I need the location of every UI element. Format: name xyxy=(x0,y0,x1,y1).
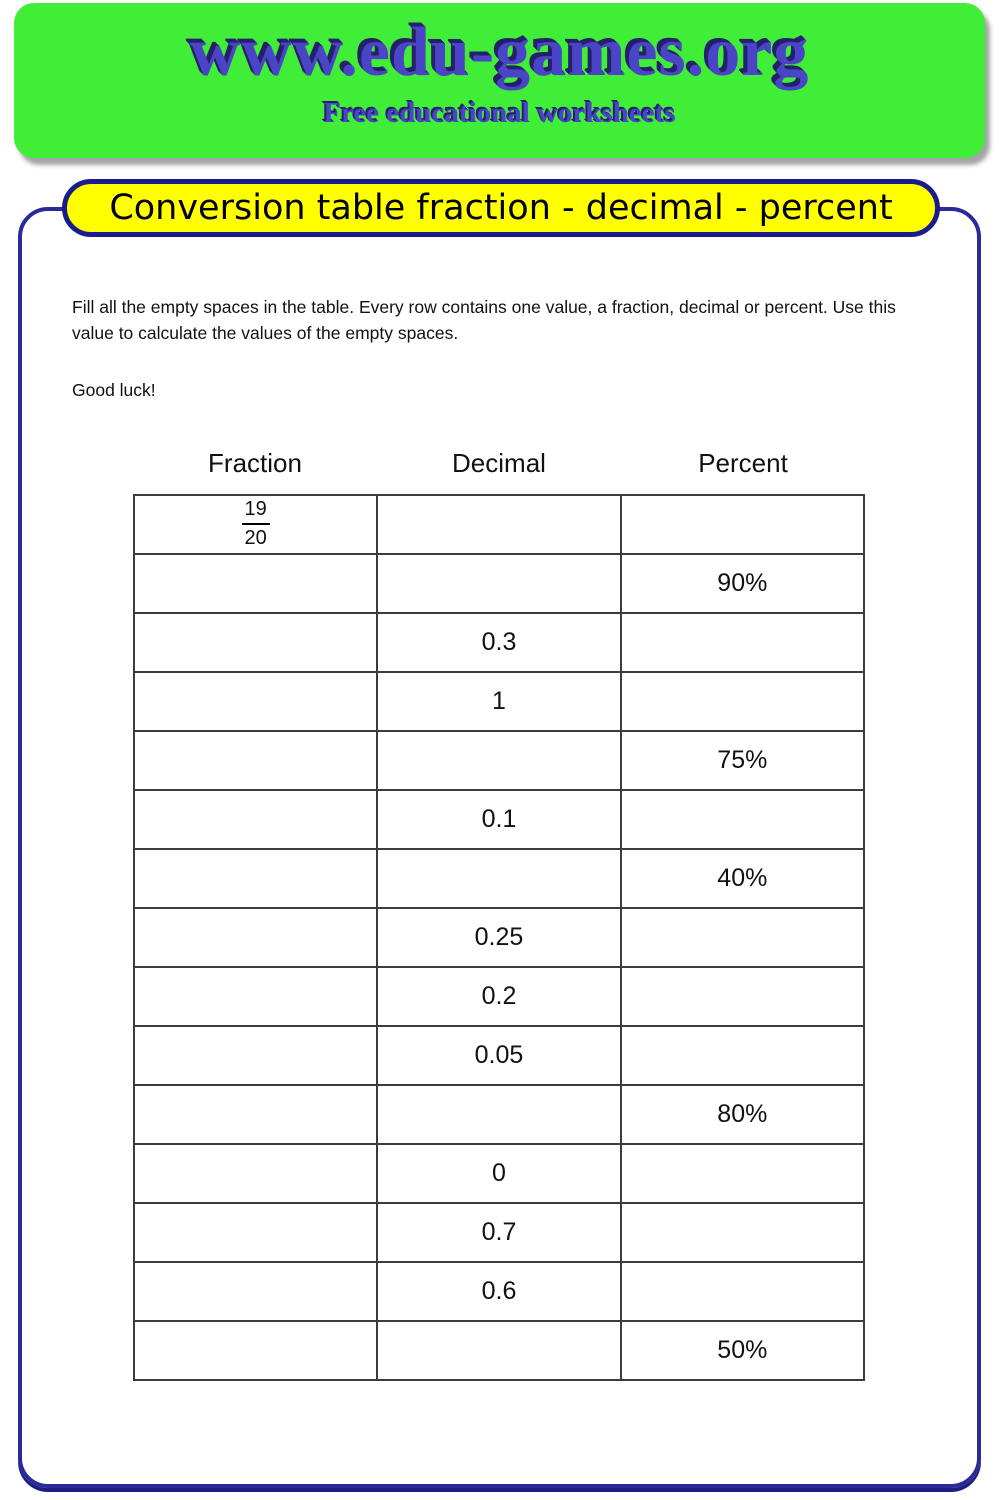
fraction-cell xyxy=(134,613,377,672)
decimal-cell: 0.25 xyxy=(377,908,620,967)
percent-cell: 75% xyxy=(621,731,864,790)
percent-cell xyxy=(621,1203,864,1262)
decimal-cell xyxy=(377,731,620,790)
fraction-value: $\frac{19}{20}$ xyxy=(242,498,270,550)
site-logo: www.edu-games.org xyxy=(189,14,810,91)
fraction-cell xyxy=(134,731,377,790)
column-header-decimal: Decimal xyxy=(452,448,546,478)
decimal-cell xyxy=(377,495,620,554)
table-row xyxy=(134,1085,864,1144)
conversion-table-body xyxy=(134,495,864,1380)
worksheet-title: Conversion table fraction - decimal - percent xyxy=(109,188,893,228)
percent-cell xyxy=(621,790,864,849)
percent-cell xyxy=(621,967,864,1026)
percent-cell xyxy=(621,613,864,672)
instructions xyxy=(72,294,930,403)
worksheet-title-banner xyxy=(62,179,940,237)
decimal-cell: 0.3 xyxy=(377,613,620,672)
table-row xyxy=(134,1321,864,1380)
fraction-cell xyxy=(134,790,377,849)
percent-cell: 80% xyxy=(621,1085,864,1144)
fraction-cell xyxy=(134,1321,377,1380)
table-row xyxy=(134,967,864,1026)
fraction-cell xyxy=(134,908,377,967)
percent-cell xyxy=(621,1262,864,1321)
percent-cell xyxy=(621,672,864,731)
good-luck-text: Good luck! xyxy=(72,379,156,400)
table-column-headers xyxy=(133,448,865,479)
fraction-cell xyxy=(134,1026,377,1085)
decimal-cell: 0.1 xyxy=(377,790,620,849)
table-row xyxy=(134,849,864,908)
fraction-cell xyxy=(134,1262,377,1321)
table-row xyxy=(134,495,864,554)
percent-cell xyxy=(621,495,864,554)
decimal-cell: 0.2 xyxy=(377,967,620,1026)
fraction-cell xyxy=(134,1144,377,1203)
percent-cell: 90% xyxy=(621,554,864,613)
table-row xyxy=(134,672,864,731)
table-row xyxy=(134,731,864,790)
decimal-cell xyxy=(377,1085,620,1144)
table-row xyxy=(134,1144,864,1203)
site-header xyxy=(14,3,985,158)
percent-cell xyxy=(621,1026,864,1085)
decimal-cell xyxy=(377,554,620,613)
site-tagline: Free educational worksheets xyxy=(323,97,676,129)
column-header-percent: Percent xyxy=(698,448,788,478)
conversion-table xyxy=(133,494,865,1381)
column-header-fraction: Fraction xyxy=(208,448,302,478)
fraction-cell xyxy=(134,849,377,908)
decimal-cell xyxy=(377,849,620,908)
fraction-cell xyxy=(134,554,377,613)
instructions-text: Fill all the empty spaces in the table. Every row contains one value, a fraction, decimal or percent. Use this value to calculate the values of the empty spaces. xyxy=(72,297,896,344)
percent-cell xyxy=(621,1144,864,1203)
fraction-cell xyxy=(134,495,377,554)
table-row xyxy=(134,908,864,967)
decimal-cell xyxy=(377,1321,620,1380)
decimal-cell: 0 xyxy=(377,1144,620,1203)
fraction-cell xyxy=(134,967,377,1026)
fraction-cell xyxy=(134,672,377,731)
table-row xyxy=(134,790,864,849)
percent-cell xyxy=(621,908,864,967)
table-row xyxy=(134,1203,864,1262)
fraction-cell xyxy=(134,1085,377,1144)
percent-cell: 50% xyxy=(621,1321,864,1380)
decimal-cell: 0.6 xyxy=(377,1262,620,1321)
table-row xyxy=(134,613,864,672)
table-row xyxy=(134,1026,864,1085)
decimal-cell: 1 xyxy=(377,672,620,731)
decimal-cell: 0.7 xyxy=(377,1203,620,1262)
decimal-cell: 0.05 xyxy=(377,1026,620,1085)
percent-cell: 40% xyxy=(621,849,864,908)
fraction-cell xyxy=(134,1203,377,1262)
table-row xyxy=(134,1262,864,1321)
table-row xyxy=(134,554,864,613)
